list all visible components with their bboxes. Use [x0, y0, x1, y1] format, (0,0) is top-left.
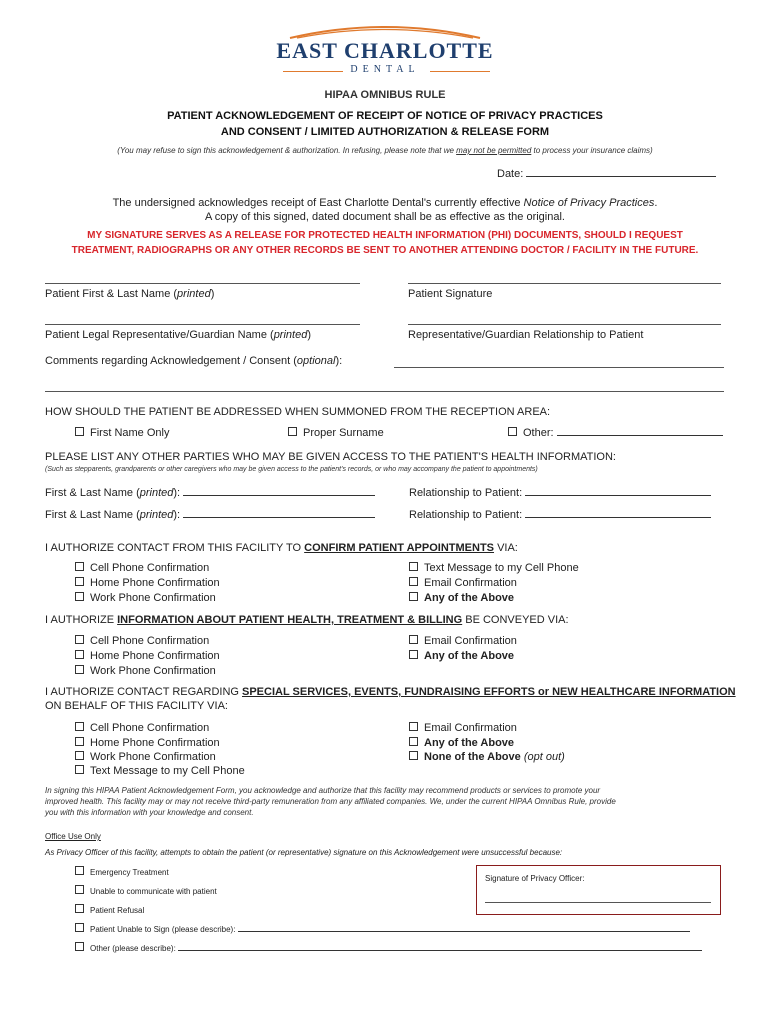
- party2-name-line[interactable]: [183, 517, 375, 518]
- special-option-cell[interactable]: Cell Phone Confirmation: [75, 722, 209, 734]
- ack-line1: The undersigned acknowledges receipt of East Charlotte Dental's currently effective Notice of Privacy Practices.: [112, 197, 658, 209]
- appt-option-email[interactable]: Email Confirmation: [409, 577, 517, 589]
- comments-line-1[interactable]: [394, 367, 724, 368]
- checkbox-icon[interactable]: [409, 577, 418, 586]
- privacy-officer-signature-label: Signature of Privacy Officer:: [485, 874, 585, 883]
- office-option-refusal[interactable]: Patient Refusal: [75, 904, 144, 915]
- office-use-title: Office Use Only: [45, 832, 101, 841]
- logo-name: EAST CHARLOTTE: [276, 38, 494, 63]
- privacy-officer-signature-box[interactable]: [476, 865, 721, 915]
- rep-name-label: Patient Legal Representative/Guardian Name (printed): [45, 329, 311, 341]
- appt-option-any[interactable]: Any of the Above: [409, 592, 514, 604]
- disclaimer-line3: you with this information with your knowledge and consent.: [45, 808, 254, 817]
- party1-relationship-field[interactable]: Relationship to Patient:: [409, 487, 711, 499]
- patient-signature-label: Patient Signature: [408, 288, 493, 300]
- rep-relationship-label: Representative/Guardian Relationship to Patient: [408, 329, 644, 341]
- address-option-surname[interactable]: Proper Surname: [288, 427, 384, 439]
- address-other-line[interactable]: [557, 435, 723, 436]
- checkbox-icon[interactable]: [409, 737, 418, 746]
- address-question: HOW SHOULD THE PATIENT BE ADDRESSED WHEN SUMMONED FROM THE RECEPTION AREA:: [45, 406, 551, 418]
- party1-relationship-line[interactable]: [525, 495, 711, 496]
- phi-warning-line1: MY SIGNATURE SERVES AS A RELEASE FOR PROTECTED HEALTH INFORMATION (PHI) DOCUMENTS, SHOULD I REQUEST: [87, 230, 683, 241]
- checkbox-icon[interactable]: [75, 885, 84, 894]
- parties-note: (Such as stepparents, grandparents or other caregivers who may be given access to the patient's records, or who may accompany the patient to appointments): [45, 466, 538, 473]
- checkbox-icon[interactable]: [75, 577, 84, 586]
- party1-name-line[interactable]: [183, 495, 375, 496]
- party2-relationship-field[interactable]: Relationship to Patient:: [409, 509, 711, 521]
- office-option-other[interactable]: Other (please describe):: [75, 942, 702, 953]
- special-option-text[interactable]: Text Message to my Cell Phone: [75, 765, 245, 777]
- checkbox-icon[interactable]: [508, 427, 517, 436]
- appointments-heading: I AUTHORIZE CONTACT FROM THIS FACILITY TO CONFIRM PATIENT APPOINTMENTS VIA:: [45, 542, 518, 554]
- comments-label: Comments regarding Acknowledgement / Consent (optional):: [45, 355, 343, 367]
- checkbox-icon[interactable]: [75, 562, 84, 571]
- checkbox-icon[interactable]: [75, 665, 84, 674]
- checkbox-icon[interactable]: [288, 427, 297, 436]
- refusal-note: (You may refuse to sign this acknowledgement & authorization. In refusing, please note that we may not be permitted to process your insurance claims): [117, 146, 653, 155]
- party1-name-field[interactable]: First & Last Name (printed):: [45, 487, 375, 499]
- appt-option-text[interactable]: Text Message to my Cell Phone: [409, 562, 579, 574]
- date-field[interactable]: [497, 168, 716, 180]
- checkbox-icon[interactable]: [409, 722, 418, 731]
- checkbox-icon[interactable]: [75, 923, 84, 932]
- checkbox-icon[interactable]: [75, 722, 84, 731]
- special-option-work[interactable]: Work Phone Confirmation: [75, 751, 216, 763]
- privacy-officer-signature-line[interactable]: [485, 902, 711, 903]
- logo-arc-graphic: [285, 18, 485, 40]
- checkbox-icon[interactable]: [75, 866, 84, 875]
- appt-option-work[interactable]: Work Phone Confirmation: [75, 592, 216, 604]
- address-option-first-name[interactable]: First Name Only: [75, 427, 169, 439]
- office-option-unable-sign[interactable]: Patient Unable to Sign (please describe):: [75, 923, 690, 934]
- phi-warning-line2: TREATMENT, RADIOGRAPHS OR ANY OTHER RECORDS BE SENT TO ANOTHER ATTENDING DOCTOR / FACILITY IN THE FUTURE.: [71, 245, 699, 256]
- unable-sign-line[interactable]: [238, 931, 690, 932]
- checkbox-icon[interactable]: [75, 737, 84, 746]
- office-option-unable-communicate[interactable]: Unable to communicate with patient: [75, 885, 217, 896]
- checkbox-icon[interactable]: [409, 635, 418, 644]
- disclaimer-line2: improved health. This facility may or may not receive third-party remuneration from any affiliated companies. We, under the current HIPAA Omnibus Rule, provide: [45, 797, 616, 806]
- billing-option-work[interactable]: Work Phone Confirmation: [75, 665, 216, 677]
- checkbox-icon[interactable]: [75, 650, 84, 659]
- checkbox-icon[interactable]: [75, 427, 84, 436]
- form-title-line2: AND CONSENT / LIMITED AUTHORIZATION & RELEASE FORM: [220, 126, 550, 138]
- special-option-home[interactable]: Home Phone Confirmation: [75, 737, 220, 749]
- checkbox-icon[interactable]: [75, 592, 84, 601]
- billing-heading: I AUTHORIZE INFORMATION ABOUT PATIENT HEALTH, TREATMENT & BILLING BE CONVEYED VIA:: [45, 614, 569, 626]
- office-option-emergency[interactable]: Emergency Treatment: [75, 866, 169, 877]
- date-label: Date:: [497, 168, 524, 180]
- billing-option-email[interactable]: Email Confirmation: [409, 635, 517, 647]
- rep-relationship-line[interactable]: [408, 324, 721, 325]
- ack-line2: A copy of this signed, dated document shall be as effective as the original.: [205, 211, 565, 223]
- billing-option-home[interactable]: Home Phone Confirmation: [75, 650, 220, 662]
- date-line[interactable]: [526, 176, 716, 177]
- other-describe-line[interactable]: [178, 950, 702, 951]
- patient-name-label: Patient First & Last Name (printed): [45, 288, 215, 300]
- checkbox-icon[interactable]: [409, 592, 418, 601]
- patient-name-line[interactable]: [45, 283, 360, 284]
- appt-option-cell[interactable]: Cell Phone Confirmation: [75, 562, 209, 574]
- special-option-any[interactable]: Any of the Above: [409, 737, 514, 749]
- special-option-none[interactable]: None of the Above (opt out): [409, 751, 565, 763]
- checkbox-icon[interactable]: [75, 635, 84, 644]
- rep-name-line[interactable]: [45, 324, 360, 325]
- comments-line-2[interactable]: [45, 391, 724, 392]
- checkbox-icon[interactable]: [75, 942, 84, 951]
- checkbox-icon[interactable]: [75, 765, 84, 774]
- party2-relationship-line[interactable]: [525, 517, 711, 518]
- parties-question: PLEASE LIST ANY OTHER PARTIES WHO MAY BE GIVEN ACCESS TO THE PATIENT'S HEALTH INFORMATION:: [45, 451, 616, 463]
- form-title-line1: PATIENT ACKNOWLEDGEMENT OF RECEIPT OF NOTICE OF PRIVACY PRACTICES: [167, 110, 603, 122]
- checkbox-icon[interactable]: [75, 904, 84, 913]
- logo-rule-right: [430, 71, 490, 72]
- address-option-other[interactable]: Other:: [508, 427, 723, 439]
- logo-subtitle: DENTAL: [350, 64, 420, 75]
- patient-signature-line[interactable]: [408, 283, 721, 284]
- checkbox-icon[interactable]: [409, 751, 418, 760]
- disclaimer-line1: In signing this HIPAA Patient Acknowledgement Form, you acknowledge and authorize that this facility may recommend products or services to promote your: [45, 786, 601, 795]
- billing-option-any[interactable]: Any of the Above: [409, 650, 514, 662]
- rule-heading: HIPAA OMNIBUS RULE: [324, 89, 446, 101]
- checkbox-icon[interactable]: [75, 751, 84, 760]
- special-heading-line2: ON BEHALF OF THIS FACILITY VIA:: [45, 700, 228, 712]
- party2-name-field[interactable]: First & Last Name (printed):: [45, 509, 375, 521]
- checkbox-icon[interactable]: [409, 562, 418, 571]
- office-use-intro: As Privacy Officer of this facility, attempts to obtain the patient (or representative) signature on this Acknowledgement were unsuccessful because:: [45, 848, 563, 857]
- billing-option-cell[interactable]: Cell Phone Confirmation: [75, 635, 209, 647]
- special-option-email[interactable]: Email Confirmation: [409, 722, 517, 734]
- checkbox-icon[interactable]: [409, 650, 418, 659]
- appt-option-home[interactable]: Home Phone Confirmation: [75, 577, 220, 589]
- special-heading: I AUTHORIZE CONTACT REGARDING SPECIAL SERVICES, EVENTS, FUNDRAISING EFFORTS or NEW HEALTHCARE INFORMATION: [45, 686, 736, 698]
